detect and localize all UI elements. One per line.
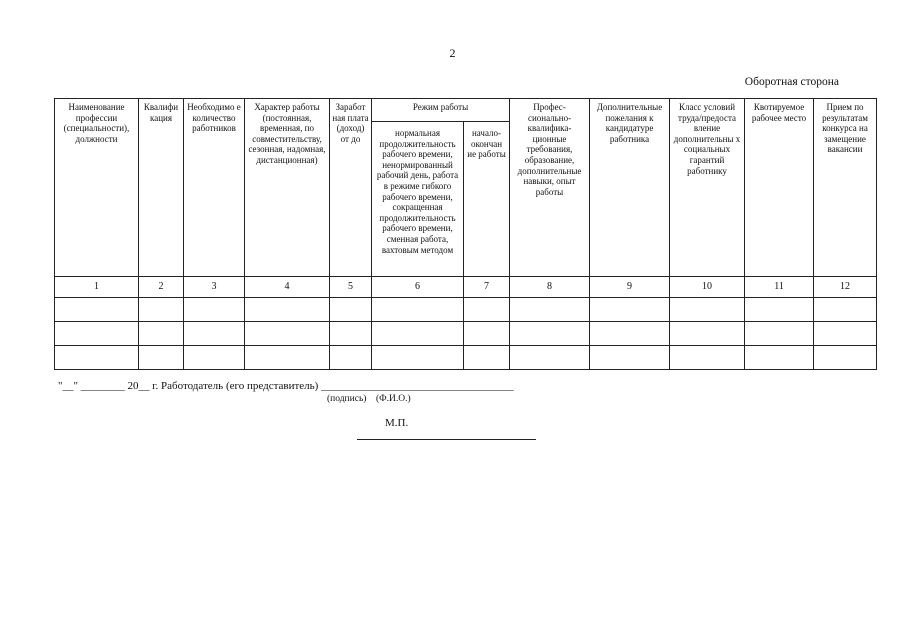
signature-line: "__" ________ 20__ г. Работодатель (его представитель) ___________________________________ — [58, 380, 514, 392]
header-required-count: Необходимо е количество работников — [184, 99, 245, 277]
empty-cell — [510, 346, 590, 370]
empty-cell — [139, 298, 184, 322]
column-number: 9 — [590, 277, 670, 298]
empty-cell — [670, 298, 745, 322]
column-number: 6 — [372, 277, 464, 298]
empty-cell — [745, 298, 814, 322]
column-number: 10 — [670, 277, 745, 298]
empty-cell — [372, 298, 464, 322]
subheader-start-end: начало-окончан ие работы — [464, 122, 510, 277]
empty-cell — [245, 322, 330, 346]
column-number: 1 — [55, 277, 139, 298]
header-row — [55, 99, 877, 122]
empty-cell — [510, 322, 590, 346]
header-additional-wishes: Дополнительные пожелания к кандидатуре работника — [590, 99, 670, 277]
column-number: 8 — [510, 277, 590, 298]
empty-row — [55, 322, 877, 346]
empty-cell — [590, 298, 670, 322]
empty-cell — [464, 322, 510, 346]
empty-cell — [330, 298, 372, 322]
signature-captions: (подпись) (Ф.И.О.) — [327, 394, 411, 404]
empty-cell — [745, 346, 814, 370]
stamp-signature-line — [357, 439, 536, 440]
reverse-side-label: Оборотная сторона — [744, 76, 839, 88]
header-requirements: Профес-сионально-квалифика-ционные требования, образование, дополнительные навыки, опыт работы — [510, 99, 590, 277]
empty-cell — [745, 322, 814, 346]
empty-row — [55, 298, 877, 322]
empty-cell — [590, 322, 670, 346]
subheader-work-hours: нормальная продолжительность рабочего времени, ненормированный рабочий день, работа в режиме гибкого рабочего времени, сокращенная продолжительность рабочего времени, сменная работа, вахтовым методом — [372, 122, 464, 277]
stamp-label: М.П. — [385, 417, 409, 429]
empty-cell — [55, 346, 139, 370]
empty-cell — [139, 322, 184, 346]
header-work-mode: Режим работы — [372, 99, 510, 122]
empty-cell — [670, 346, 745, 370]
column-number: 5 — [330, 277, 372, 298]
header-qualification: Квалифи кация — [139, 99, 184, 277]
empty-cell — [245, 298, 330, 322]
empty-cell — [670, 322, 745, 346]
empty-cell — [245, 346, 330, 370]
column-number: 2 — [139, 277, 184, 298]
header-salary: Заработ ная плата (доход) от до — [330, 99, 372, 277]
header-profession: Наименование профессии (специальности), должности — [55, 99, 139, 277]
column-number-row — [55, 277, 877, 298]
empty-cell — [814, 322, 877, 346]
header-competition-hiring: Прием по результатам конкурса на замещение вакансии — [814, 99, 877, 277]
empty-cell — [184, 322, 245, 346]
empty-cell — [184, 346, 245, 370]
empty-cell — [55, 298, 139, 322]
empty-cell — [330, 346, 372, 370]
column-number: 11 — [745, 277, 814, 298]
column-number: 12 — [814, 277, 877, 298]
header-working-conditions: Класс условий труда/предоста вление дополнительны х социальных гарантий работнику — [670, 99, 745, 277]
empty-cell — [510, 298, 590, 322]
empty-cell — [139, 346, 184, 370]
column-number: 4 — [245, 277, 330, 298]
empty-cell — [55, 322, 139, 346]
empty-cell — [464, 298, 510, 322]
empty-cell — [372, 346, 464, 370]
empty-cell — [464, 346, 510, 370]
empty-cell — [814, 298, 877, 322]
header-quota-workplace: Квотируемое рабочее место — [745, 99, 814, 277]
empty-cell — [590, 346, 670, 370]
empty-cell — [372, 322, 464, 346]
page-number: 2 — [449, 46, 456, 60]
column-number: 3 — [184, 277, 245, 298]
empty-cell — [330, 322, 372, 346]
column-number: 7 — [464, 277, 510, 298]
empty-cell — [814, 346, 877, 370]
header-work-nature: Характер работы (постоянная, временная, по совместительству, сезонная, надомная, дистанционная) — [245, 99, 330, 277]
vacancy-table — [54, 98, 877, 370]
empty-row — [55, 346, 877, 370]
empty-cell — [184, 298, 245, 322]
